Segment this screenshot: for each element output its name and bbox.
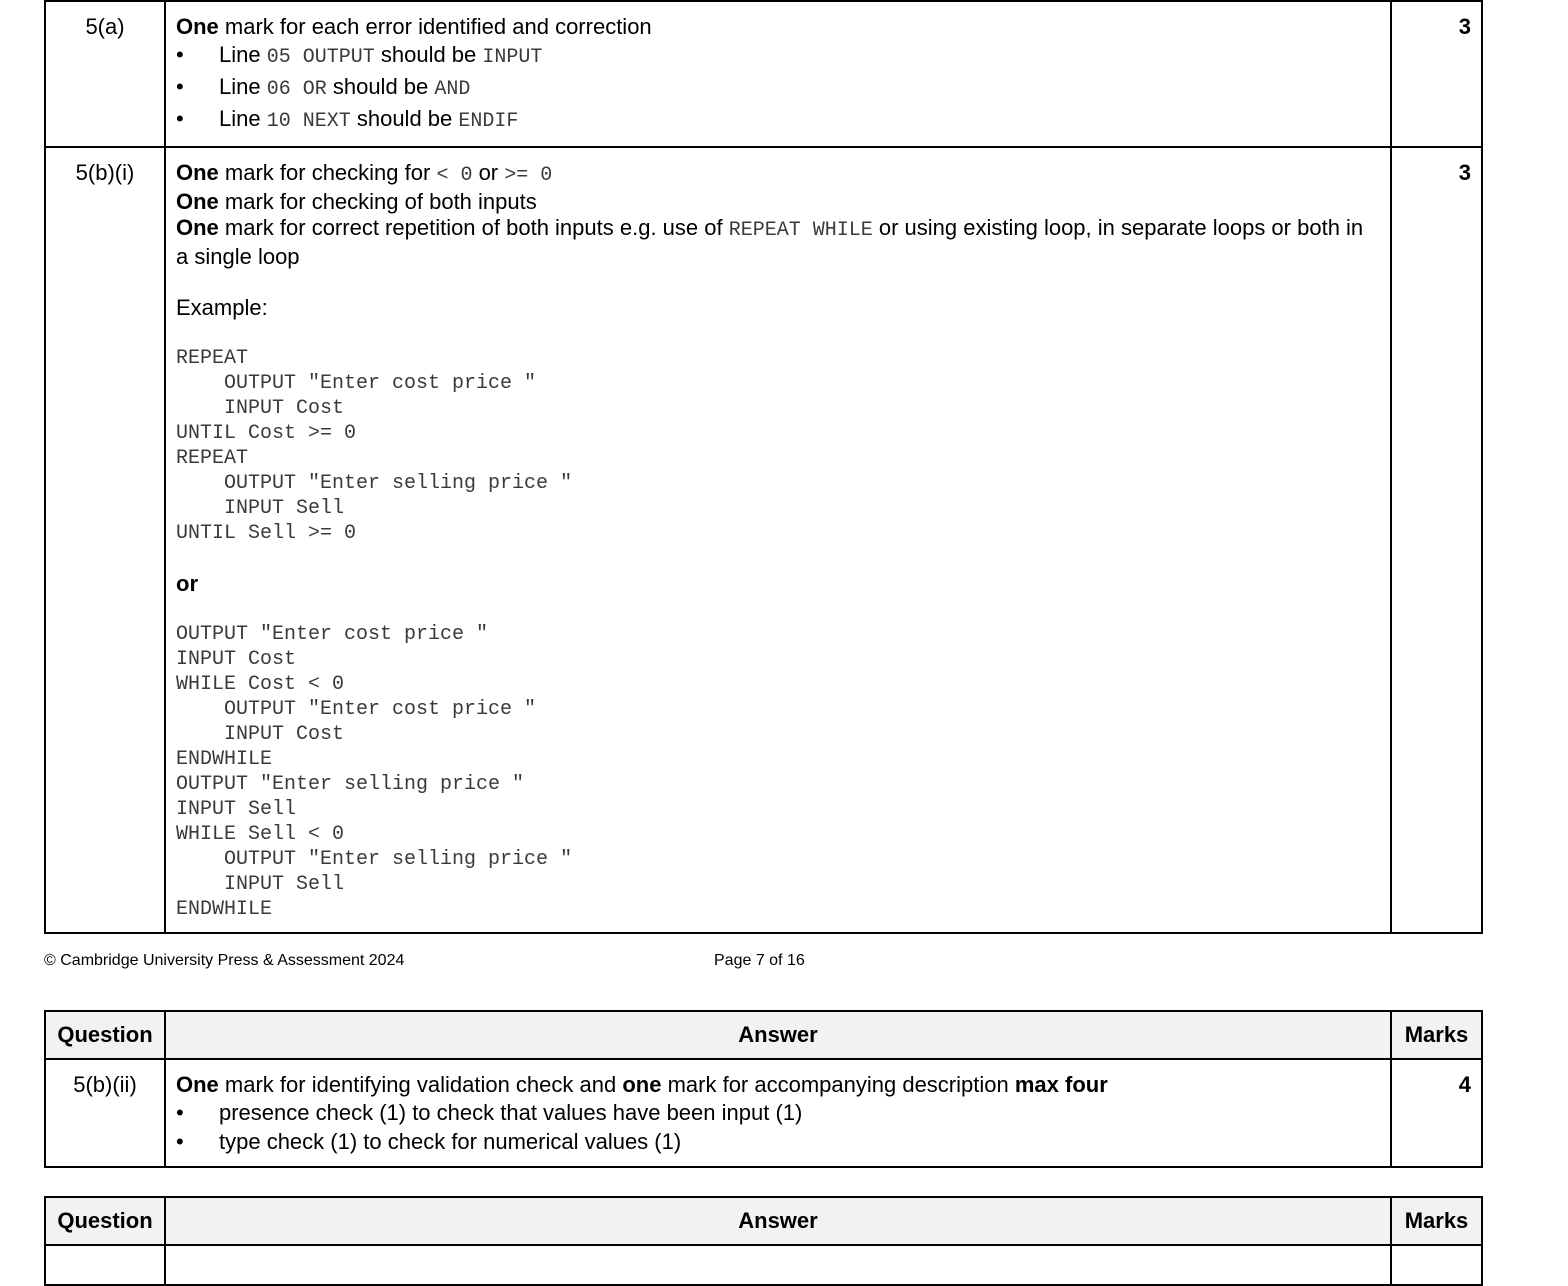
table-row — [45, 1059, 1482, 1167]
mark-scheme-table-next — [44, 1196, 1483, 1286]
mark-scheme-table — [44, 1010, 1483, 1168]
column-header-marks: Marks — [1391, 1197, 1482, 1245]
column-header-answer: Answer — [165, 1011, 1391, 1059]
list-item: • presence check (1) to check that values have been input (1) — [176, 1098, 1380, 1127]
marks-value: 4 — [1391, 1059, 1482, 1167]
marks-value: 3 — [1391, 147, 1482, 933]
code-block: OUTPUT "Enter cost price " INPUT Cost WHILE Cost < 0 OUTPUT "Enter cost price " INPUT Cost ENDWHILE OUTPUT "Enter selling price " INPUT Sell WHILE Sell < 0 OUTPUT "Enter selling price " INPUT Sell ENDWHILE — [176, 623, 573, 921]
answer-intro: One mark for identifying validation check and one mark for accompanying description max four — [176, 1072, 1108, 1097]
answer-cell — [165, 1059, 1391, 1167]
code-block: REPEAT OUTPUT "Enter cost price " INPUT Cost UNTIL Cost >= 0 REPEAT OUTPUT "Enter selling price " INPUT Sell UNTIL Sell >= 0 — [176, 347, 573, 545]
column-header-question: Question — [45, 1197, 165, 1245]
list-item: • type check (1) to check for numerical values (1) — [176, 1127, 1380, 1156]
page-number: Page 7 of 16 — [714, 952, 805, 969]
answer-cell — [165, 147, 1391, 933]
column-header-answer: Answer — [165, 1197, 1391, 1245]
or-label: or — [176, 571, 198, 596]
list-item: • Line 06 OR should be AND — [176, 72, 1380, 104]
table-header-row — [45, 1197, 1482, 1245]
question-number: 5(b)(i) — [45, 147, 165, 933]
answer-line: One mark for correct repetition of both inputs e.g. use of REPEAT WHILE or using existing loop, in separate loops or both in a single loop — [176, 215, 1364, 269]
answer-intro: One mark for each error identified and correction — [176, 14, 652, 39]
question-number: 5(a) — [45, 1, 165, 147]
list-item: • Line 05 OUTPUT should be INPUT — [176, 40, 1380, 72]
table-row — [45, 1, 1482, 147]
answer-cell — [165, 1, 1391, 147]
marks-value: 3 — [1391, 1, 1482, 147]
answer-line: One mark for checking for < 0 or >= 0 — [176, 160, 553, 187]
answer-line: One mark for checking of both inputs — [176, 189, 537, 214]
example-label: Example: — [176, 295, 268, 320]
table-header-row — [45, 1011, 1482, 1059]
table-row — [45, 1245, 1482, 1285]
list-item: • Line 10 NEXT should be ENDIF — [176, 104, 1380, 136]
table-row — [45, 147, 1482, 933]
column-header-question: Question — [45, 1011, 165, 1059]
question-number: 5(b)(ii) — [45, 1059, 165, 1167]
column-header-marks: Marks — [1391, 1011, 1482, 1059]
copyright-notice: © Cambridge University Press & Assessment 2024 — [44, 952, 405, 969]
mark-scheme-table-continued — [44, 0, 1483, 934]
